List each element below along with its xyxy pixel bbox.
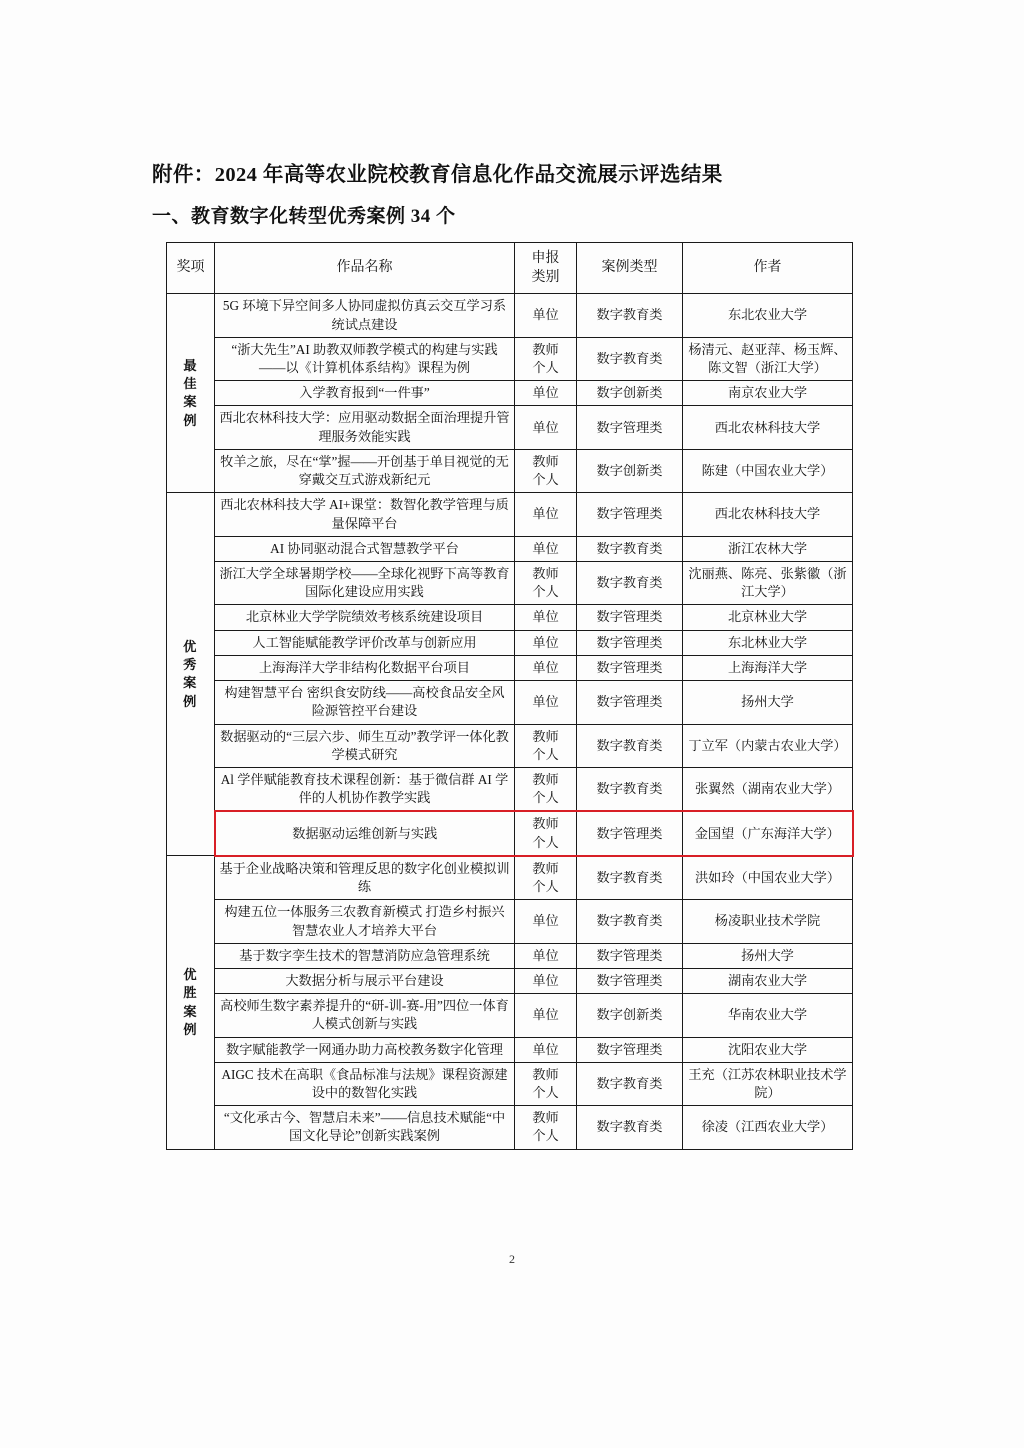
cell-apply-type: 单位 (515, 381, 577, 406)
cell-case-type: 数字管理类 (577, 630, 683, 655)
cell-case-type: 数字教育类 (577, 337, 683, 380)
cell-work-name: 大数据分析与展示平台建设 (215, 968, 515, 993)
cell-apply-type: 单位 (515, 994, 577, 1037)
apply-type-line2: 类别 (531, 270, 560, 286)
cell-work-name: 北京林业大学学院绩效考核系统建设项目 (215, 605, 515, 630)
cell-apply-type: 单位 (515, 605, 577, 630)
apply-type-line: 教师 (532, 1110, 559, 1126)
cell-author: 东北林业大学 (683, 630, 853, 655)
cell-case-type: 数字创新类 (577, 381, 683, 406)
apply-type-line: 教师 (532, 860, 559, 876)
cell-case-type: 数字管理类 (577, 811, 683, 855)
apply-type-line: 个人 (532, 1085, 559, 1101)
column-header-author: 作者 (683, 242, 853, 294)
cell-apply-type: 单位 (515, 681, 577, 724)
cell-apply-type (515, 1106, 577, 1149)
cell-work-name: 入学教育报到“一件事” (215, 381, 515, 406)
cell-case-type: 数字管理类 (577, 493, 683, 536)
cell-case-type: 数字创新类 (577, 994, 683, 1037)
apply-type-line: 教师 (532, 453, 559, 469)
column-header-apply-type (515, 242, 577, 294)
table-body (167, 294, 853, 1149)
cell-work-name: 数字赋能教学一网通办助力高校教务数字化管理 (215, 1037, 515, 1062)
cell-case-type: 数字管理类 (577, 943, 683, 968)
table-row (167, 1037, 853, 1062)
table-row (167, 968, 853, 993)
cell-work-name: 基于企业战略决策和管理反思的数字化创业模拟训练 (215, 856, 515, 900)
cell-case-type: 数字管理类 (577, 605, 683, 630)
table-row (167, 943, 853, 968)
table-row (167, 406, 853, 449)
apply-type-line: 个人 (532, 834, 559, 850)
table-row (167, 536, 853, 561)
cell-author: 王充（江苏农林职业技术学院） (683, 1062, 853, 1105)
table-header-row (167, 242, 853, 294)
cell-apply-type: 单位 (515, 943, 577, 968)
cell-case-type: 数字教育类 (577, 294, 683, 337)
cell-work-name: 数据驱动的“三层六步、师生互动”教学评一体化教学模式研究 (215, 724, 515, 767)
award-label-char: 胜 (183, 985, 198, 1001)
cell-author: 洪如玲（中国农业大学） (683, 856, 853, 900)
cell-author: 北京林业大学 (683, 605, 853, 630)
table-row (167, 605, 853, 630)
cell-work-name: 人工智能赋能教学评价改革与创新应用 (215, 630, 515, 655)
cell-work-name: AIGC 技术在高职《食品标准与法规》课程资源建设中的数智化实践 (215, 1062, 515, 1105)
cell-case-type: 数字管理类 (577, 1037, 683, 1062)
cell-case-type: 数字管理类 (577, 406, 683, 449)
cell-apply-type: 单位 (515, 493, 577, 536)
apply-type-line: 个人 (532, 879, 559, 895)
cell-apply-type (515, 811, 577, 855)
cell-work-name: 高校师生数字素养提升的“研-训-赛-用”四位一体育人模式创新与实践 (215, 994, 515, 1037)
cell-author: 南京农业大学 (683, 381, 853, 406)
award-label-char: 案 (183, 675, 198, 691)
cell-apply-type (515, 767, 577, 811)
award-label-char: 例 (183, 412, 198, 428)
table-row (167, 900, 853, 943)
cell-author: 沈丽燕、陈亮、张紫徽（浙江大学） (683, 562, 853, 605)
cell-author: 徐凌（江西农业大学） (683, 1106, 853, 1149)
document-content (152, 160, 872, 1150)
cell-work-name: 数据驱动运维创新与实践 (215, 811, 515, 855)
cell-apply-type: 单位 (515, 655, 577, 680)
cell-author: 浙江农林大学 (683, 536, 853, 561)
award-label-char: 优 (183, 967, 198, 983)
table-row (167, 811, 853, 855)
apply-type-line: 教师 (532, 771, 559, 787)
apply-type-line: 教师 (532, 1066, 559, 1082)
award-results-table (166, 242, 854, 1150)
table-row (167, 994, 853, 1037)
table-row (167, 630, 853, 655)
table-row (167, 294, 853, 337)
table-row (167, 337, 853, 380)
page-title: 附件：2024 年高等农业院校教育信息化作品交流展示评选结果 (152, 164, 723, 186)
column-header-name: 作品名称 (215, 242, 515, 294)
cell-author: 上海海洋大学 (683, 655, 853, 680)
cell-case-type: 数字教育类 (577, 767, 683, 811)
cell-apply-type: 单位 (515, 630, 577, 655)
cell-author: 西北农林科技大学 (683, 406, 853, 449)
cell-author: 扬州大学 (683, 681, 853, 724)
apply-type-line: 个人 (532, 584, 559, 600)
apply-type-line: 教师 (532, 816, 559, 832)
cell-author: 金国望（广东海洋大学） (683, 811, 853, 855)
cell-work-name: 西北农林科技大学：应用驱动数据全面治理提升管理服务效能实践 (215, 406, 515, 449)
cell-apply-type: 单位 (515, 968, 577, 993)
cell-author: 扬州大学 (683, 943, 853, 968)
cell-work-name: Al 学伴赋能教育技术课程创新：基于微信群 AI 学伴的人机协作教学实践 (215, 767, 515, 811)
apply-type-line: 教师 (532, 728, 559, 744)
table-row (167, 562, 853, 605)
cell-work-name: 构建五位一体服务三农教育新模式 打造乡村振兴智慧农业人才培养大平台 (215, 900, 515, 943)
cell-work-name: 基于数字孪生技术的智慧消防应急管理系统 (215, 943, 515, 968)
cell-apply-type: 单位 (515, 900, 577, 943)
cell-apply-type: 单位 (515, 406, 577, 449)
cell-apply-type (515, 1062, 577, 1105)
table-row (167, 856, 853, 900)
cell-apply-type (515, 724, 577, 767)
cell-case-type: 数字管理类 (577, 681, 683, 724)
table-row (167, 449, 853, 492)
cell-author: 陈建（中国农业大学） (683, 449, 853, 492)
cell-author: 东北农业大学 (683, 294, 853, 337)
table-row (167, 1106, 853, 1149)
award-group-label (167, 856, 215, 1149)
award-group-label (167, 493, 215, 856)
column-header-award: 奖项 (167, 242, 215, 294)
award-label-char: 最 (183, 357, 198, 373)
award-label-char: 佳 (183, 376, 198, 392)
apply-type-line: 个人 (532, 472, 559, 488)
table-row (167, 681, 853, 724)
cell-case-type: 数字教育类 (577, 562, 683, 605)
cell-apply-type (515, 337, 577, 380)
cell-work-name: “浙大先生”AI 助教双师教学模式的构建与实践——以《计算机体系结构》课程为例 (215, 337, 515, 380)
cell-apply-type: 单位 (515, 294, 577, 337)
cell-work-name: 构建智慧平台 密织食安防线——高校食品安全风险源管控平台建设 (215, 681, 515, 724)
table-row (167, 767, 853, 811)
cell-apply-type (515, 856, 577, 900)
award-label-char: 秀 (183, 657, 198, 673)
cell-case-type: 数字创新类 (577, 449, 683, 492)
page-number: 2 (509, 1252, 515, 1266)
award-label-char: 优 (183, 638, 198, 654)
cell-case-type: 数字教育类 (577, 724, 683, 767)
cell-case-type: 数字教育类 (577, 1062, 683, 1105)
cell-work-name: 5G 环境下异空间多人协同虚拟仿真云交互学习系统试点建设 (215, 294, 515, 337)
award-group-label (167, 294, 215, 493)
cell-work-name: 浙江大学全球暑期学校——全球化视野下高等教育国际化建设应用实践 (215, 562, 515, 605)
apply-type-line: 个人 (532, 1128, 559, 1144)
award-label-char: 例 (183, 693, 198, 709)
cell-author: 丁立军（内蒙古农业大学） (683, 724, 853, 767)
apply-type-line: 个人 (532, 360, 559, 376)
apply-type-line: 个人 (532, 790, 559, 806)
cell-work-name: AI 协同驱动混合式智慧教学平台 (215, 536, 515, 561)
column-header-case-type: 案例类型 (577, 242, 683, 294)
cell-apply-type: 单位 (515, 536, 577, 561)
cell-author: 西北农林科技大学 (683, 493, 853, 536)
apply-type-line: 教师 (532, 341, 559, 357)
award-label-char: 案 (183, 394, 198, 410)
award-label-char: 例 (183, 1021, 198, 1037)
table-row (167, 381, 853, 406)
award-label-char: 案 (183, 1003, 198, 1019)
cell-author: 张翼然（湖南农业大学） (683, 767, 853, 811)
cell-apply-type: 单位 (515, 1037, 577, 1062)
cell-work-name: 西北农林科技大学 AI+课堂：数智化教学管理与质量保障平台 (215, 493, 515, 536)
apply-type-line: 个人 (532, 746, 559, 762)
cell-author: 杨清元、赵亚萍、杨玉辉、陈文智（浙江大学） (683, 337, 853, 380)
table-row (167, 655, 853, 680)
cell-case-type: 数字管理类 (577, 968, 683, 993)
table-row (167, 1062, 853, 1105)
cell-work-name: 上海海洋大学非结构化数据平台项目 (215, 655, 515, 680)
cell-author: 华南农业大学 (683, 994, 853, 1037)
cell-author: 湖南农业大学 (683, 968, 853, 993)
cell-apply-type (515, 562, 577, 605)
table-header (167, 242, 853, 294)
section-title: 一、教育数字化转型优秀案例 34 个 (152, 205, 456, 227)
apply-type-line: 教师 (532, 566, 559, 581)
cell-case-type: 数字教育类 (577, 536, 683, 561)
cell-work-name: “文化承古今、智慧启未来”——信息技术赋能“中国文化导论”创新实践案例 (215, 1106, 515, 1149)
cell-apply-type (515, 449, 577, 492)
cell-case-type: 数字教育类 (577, 856, 683, 900)
cell-author: 沈阳农业大学 (683, 1037, 853, 1062)
cell-work-name: 牧羊之旅，尽在“掌”握——开创基于单目视觉的无穿戴交互式游戏新纪元 (215, 449, 515, 492)
cell-case-type: 数字教育类 (577, 900, 683, 943)
apply-type-line1: 申报 (531, 250, 560, 266)
table-row (167, 724, 853, 767)
cell-case-type: 数字教育类 (577, 1106, 683, 1149)
table-row (167, 493, 853, 536)
cell-case-type: 数字管理类 (577, 655, 683, 680)
cell-author: 杨凌职业技术学院 (683, 900, 853, 943)
